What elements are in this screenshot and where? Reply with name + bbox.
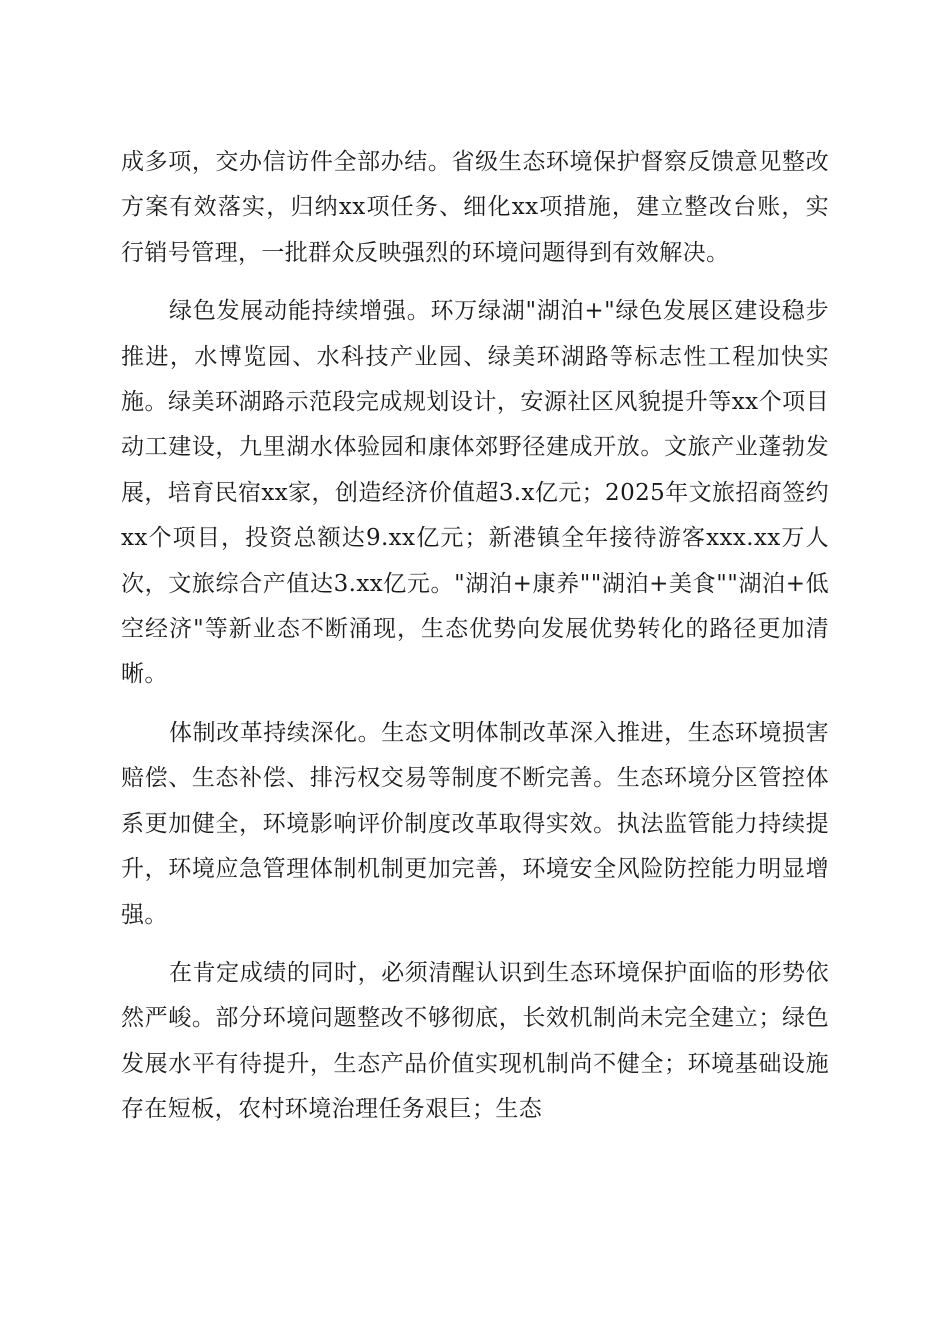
document-body [121,140,829,1133]
paragraph-continuation: 成多项，交办信访件全部办结。省级生态环境保护督察反馈意见整改方案有效落实，归纳xx项任务、细化xx项措施，建立整改台账，实行销号管理，一批群众反映强烈的环境问题得到有效解决。 [121,149,829,266]
paragraph-institutional-reform: 体制改革持续深化。生态文明体制改革深入推进，生态环境损害赔偿、生态补偿、排污权交易等制度不断完善。生态环境分区管控体系更加健全，环境影响评价制度改革取得实效。执法监管能力持续提升，环境应急管理体制机制更加完善，环境安全风险防控能力明显增强。 [121,719,829,928]
paragraph-challenges: 在肯定成绩的同时，必须清醒认识到生态环境保护面临的形势依然严峻。部分环境问题整改不够彻底，长效机制尚未完全建立；绿色发展水平有待提升，生态产品价值实现机制尚不健全；环境基础设施存在短板，农村环境治理任务艰巨；生态 [121,959,829,1123]
paragraph-green-development: 绿色发展动能持续增强。环万绿湖"湖泊+"绿色发展区建设稳步推进，水博览园、水科技产业园、绿美环湖路等标志性工程加快实施。绿美环湖路示范段完成规划设计，安源社区风貌提升等xx个项目动工建设，九里湖水体验园和康体郊野径建成开放。文旅产业蓬勃发展，培育民宿xx家，创造经济价值超3.x亿元；2025年文旅招商签约xx个项目，投资总额达9.xx亿元；新港镇全年接待游客xxx.xx万人次，文旅综合产值达3.xx亿元。"湖泊+康养""湖泊+美食""湖泊+低空经济"等新业态不断涌现，生态优势向发展优势转化的路径更加清晰。 [121,298,829,688]
